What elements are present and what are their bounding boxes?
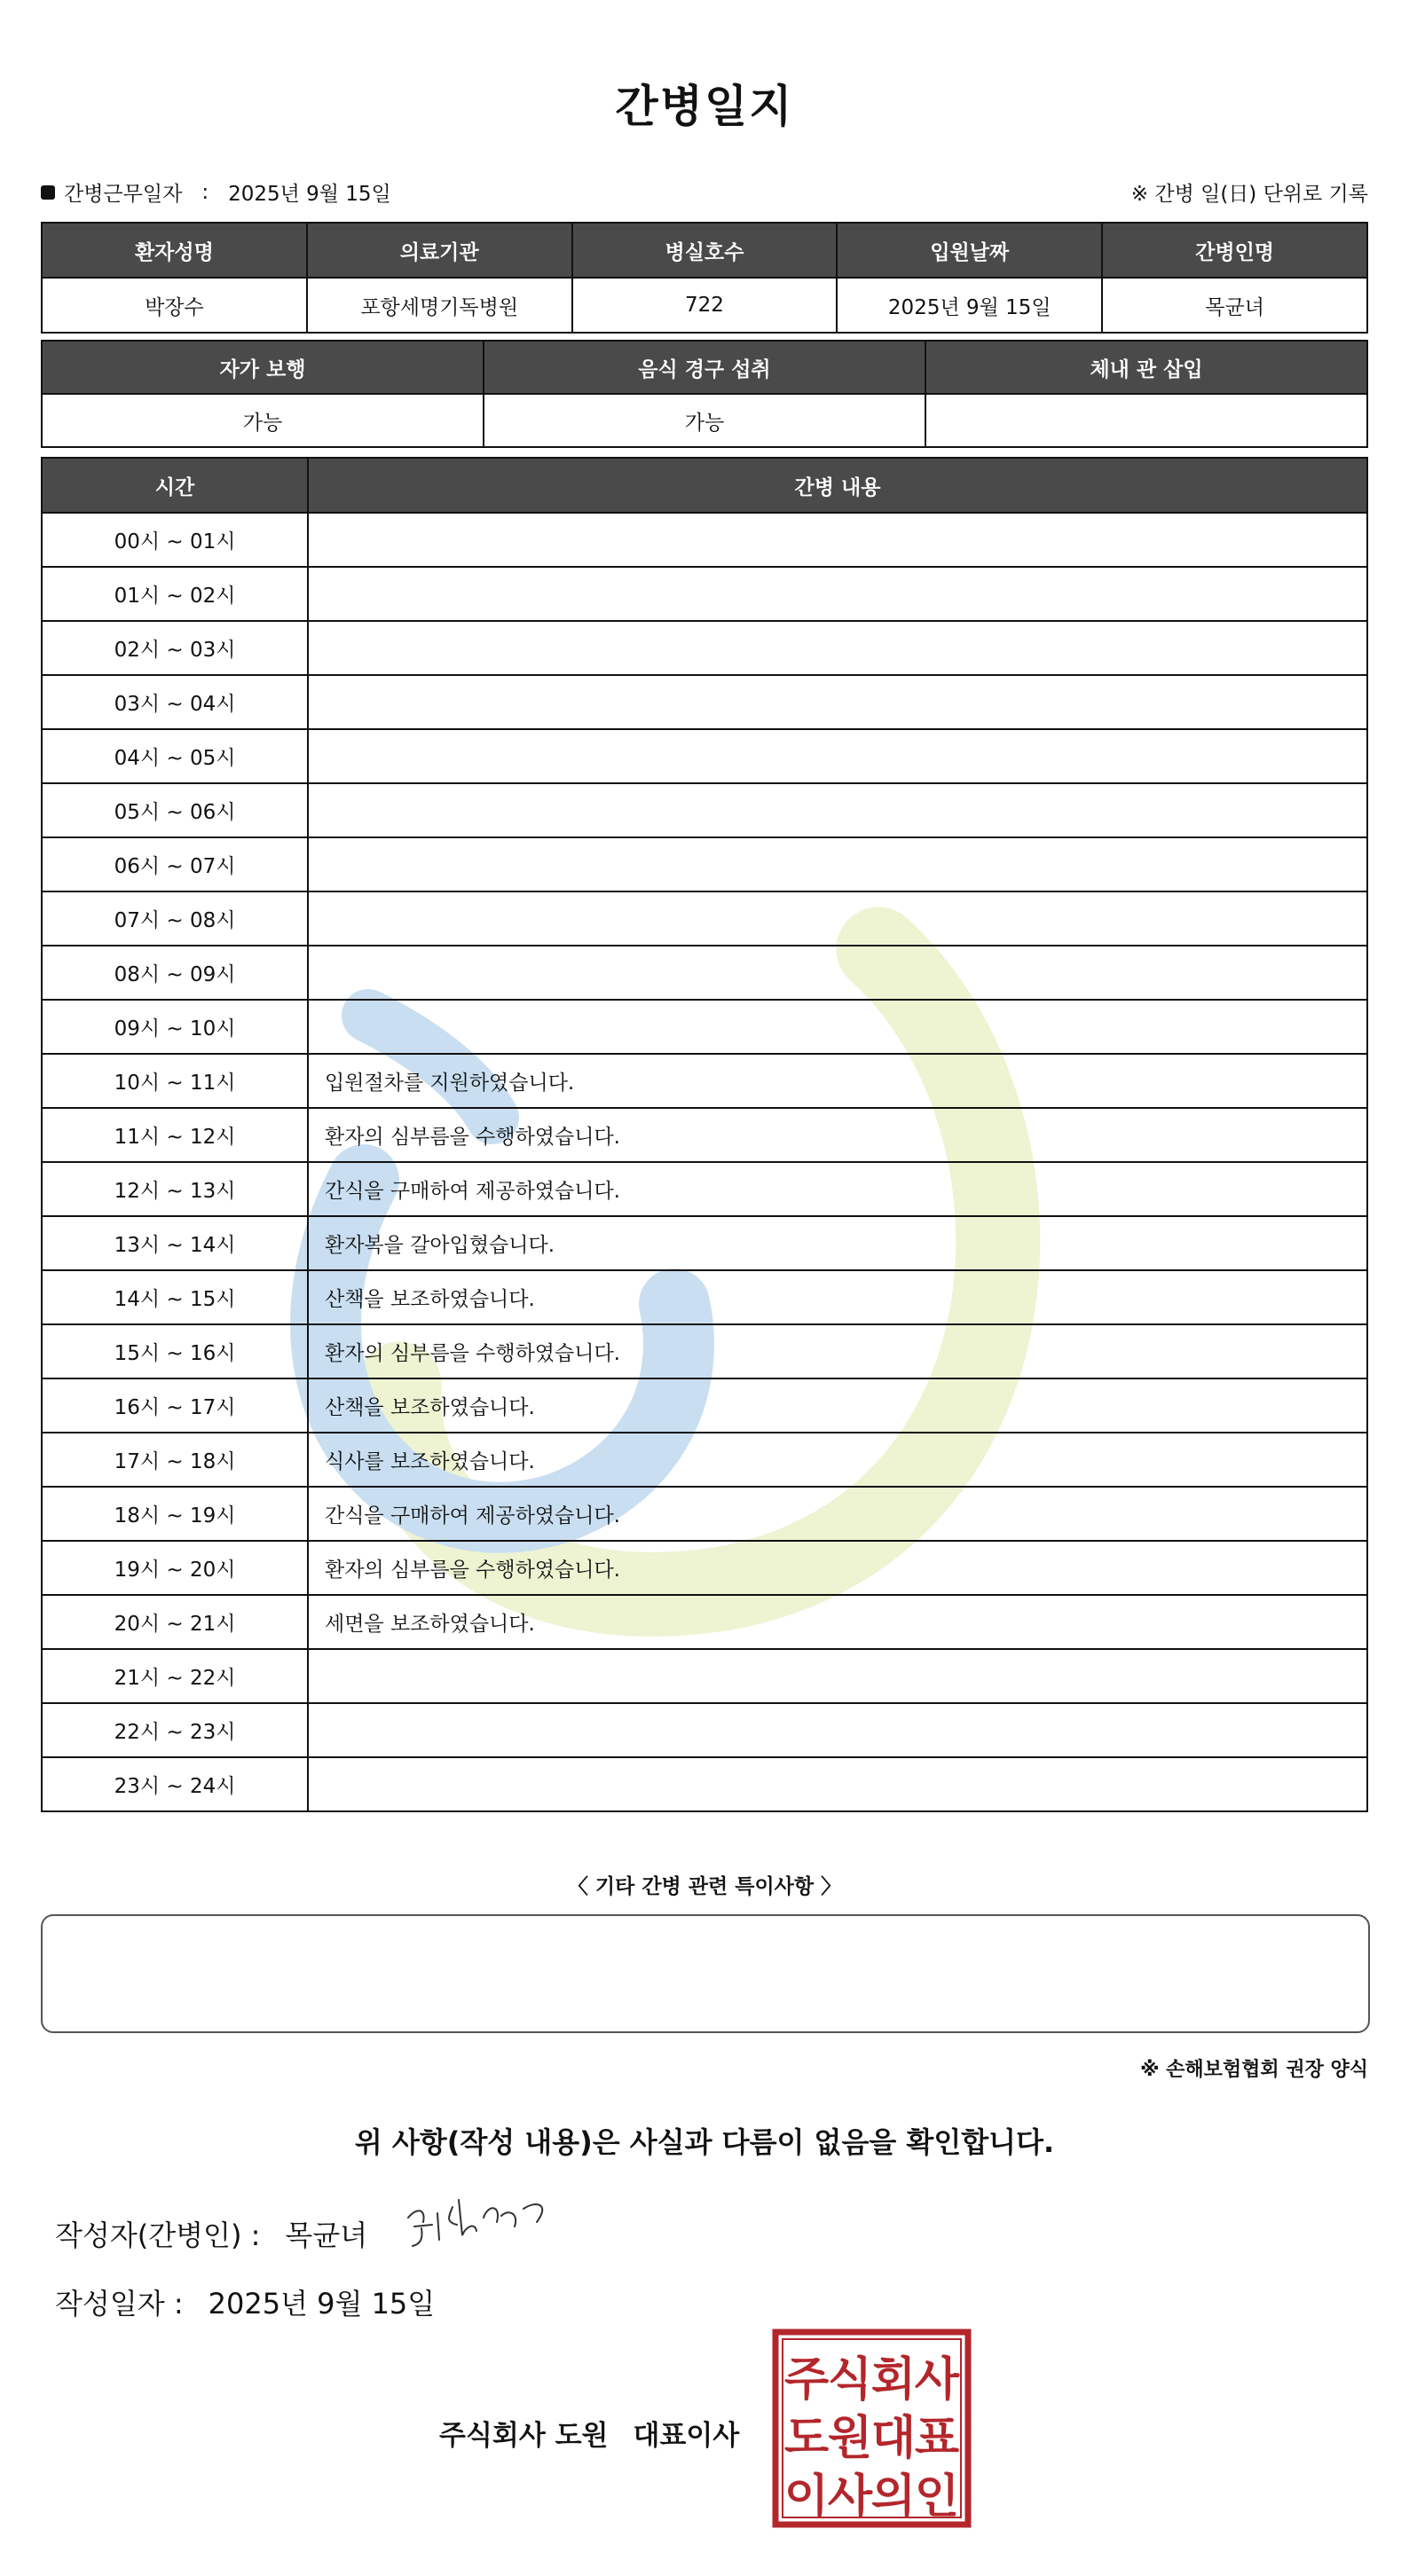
log-content: 간식을 구매하여 제공하였습니다.	[308, 1162, 1367, 1216]
log-time: 17시 ~ 18시	[42, 1433, 308, 1487]
log-time: 12시 ~ 13시	[42, 1162, 308, 1216]
care-log-row	[42, 1054, 1367, 1108]
writer-label: 작성자(간병인) :	[55, 2219, 261, 2252]
care-log-row	[42, 1324, 1367, 1378]
company-title: 대표이사	[633, 2420, 740, 2452]
log-content	[308, 675, 1367, 729]
care-log-row	[42, 1162, 1367, 1216]
care-log-row	[42, 1541, 1367, 1595]
log-time: 08시 ~ 09시	[42, 946, 308, 1000]
log-content: 산책을 보조하였습니다.	[308, 1270, 1367, 1324]
header-caregiver-name: 간병인명	[1102, 223, 1367, 278]
log-content	[308, 837, 1367, 891]
log-content: 산책을 보조하였습니다.	[308, 1378, 1367, 1433]
care-log-row	[42, 837, 1367, 891]
log-content	[308, 1649, 1367, 1703]
header-self-walking: 자가 보행	[42, 341, 484, 394]
hospital-name: 포항세명기독병원	[307, 278, 572, 333]
care-log-row	[42, 1216, 1367, 1270]
log-time: 18시 ~ 19시	[42, 1487, 308, 1541]
bullet-square-icon	[41, 185, 55, 200]
log-time: 16시 ~ 17시	[42, 1378, 308, 1433]
written-date-value: 2025년 9월 15일	[208, 2287, 436, 2321]
care-log-row	[42, 567, 1367, 621]
work-date	[41, 177, 391, 207]
log-time: 03시 ~ 04시	[42, 675, 308, 729]
status-value-row	[42, 394, 1367, 447]
unit-note: ※ 간병 일(日) 단위로 기록	[1130, 183, 1368, 206]
log-time: 07시 ~ 08시	[42, 891, 308, 946]
seal-character: 의	[870, 2470, 917, 2524]
seal-character: 표	[914, 2412, 960, 2465]
header-care-content: 간병 내용	[308, 458, 1367, 513]
log-time: 10시 ~ 11시	[42, 1054, 308, 1108]
log-time: 15시 ~ 16시	[42, 1324, 308, 1378]
log-content: 환자의 심부름을 수행하였습니다.	[308, 1324, 1367, 1378]
company-seal-stamp	[772, 2329, 972, 2528]
log-content	[308, 729, 1367, 783]
header-time: 시간	[42, 458, 308, 513]
log-time: 09시 ~ 10시	[42, 1000, 308, 1054]
company-name: 주식회사 도원	[439, 2420, 609, 2452]
patient-info-header-row	[42, 223, 1367, 278]
work-date-label: 간병근무일자	[64, 183, 183, 206]
log-content: 세면을 보조하였습니다.	[308, 1595, 1367, 1649]
header-room-number: 병실호수	[572, 223, 838, 278]
patient-name: 박장수	[42, 278, 307, 333]
patient-info-value-row	[42, 278, 1367, 333]
log-content: 간식을 구매하여 제공하였습니다.	[308, 1487, 1367, 1541]
log-time: 22시 ~ 23시	[42, 1703, 308, 1757]
writer-line	[55, 2213, 367, 2254]
log-time: 01시 ~ 02시	[42, 567, 308, 621]
care-log-row	[42, 675, 1367, 729]
log-content	[308, 1000, 1367, 1054]
log-content	[308, 513, 1367, 567]
log-content	[308, 891, 1367, 946]
seal-character: 도	[783, 2412, 830, 2465]
log-content	[308, 783, 1367, 837]
care-log-row	[42, 1703, 1367, 1757]
seal-character: 주	[783, 2353, 830, 2407]
care-log-row	[42, 1433, 1367, 1487]
care-log-table	[41, 457, 1368, 1812]
care-log-body	[42, 513, 1367, 1811]
log-time: 19시 ~ 20시	[42, 1541, 308, 1595]
log-content: 식사를 보조하였습니다.	[308, 1433, 1367, 1487]
care-log-row	[42, 1649, 1367, 1703]
header-admission-date: 입원날짜	[837, 223, 1102, 278]
care-log-row	[42, 783, 1367, 837]
log-content: 입원절차를 지원하였습니다.	[308, 1054, 1367, 1108]
log-time: 06시 ~ 07시	[42, 837, 308, 891]
care-log-row	[42, 1487, 1367, 1541]
care-log-row	[42, 1108, 1367, 1162]
log-time: 21시 ~ 22시	[42, 1649, 308, 1703]
log-content	[308, 621, 1367, 675]
care-log-row	[42, 513, 1367, 567]
care-log-header-row	[42, 458, 1367, 513]
work-date-value: 2025년 9월 15일	[228, 183, 391, 206]
log-content	[308, 946, 1367, 1000]
log-content: 환자복을 갈아입혔습니다.	[308, 1216, 1367, 1270]
seal-character: 대	[870, 2412, 917, 2465]
log-time: 13시 ~ 14시	[42, 1216, 308, 1270]
log-time: 14시 ~ 15시	[42, 1270, 308, 1324]
log-time: 23시 ~ 24시	[42, 1757, 308, 1811]
log-time: 00시 ~ 01시	[42, 513, 308, 567]
header-hospital: 의료기관	[307, 223, 572, 278]
caregiver-name: 목균녀	[1102, 278, 1367, 333]
care-log-row	[42, 1378, 1367, 1433]
handwritten-signature	[404, 2191, 555, 2253]
log-time: 04시 ~ 05시	[42, 729, 308, 783]
care-log-row	[42, 1270, 1367, 1324]
form-note: ※ 손해보험협회 권장 양식	[1140, 2059, 1368, 2081]
oral-intake-value: 가능	[484, 394, 925, 447]
care-log-row	[42, 729, 1367, 783]
care-log-row	[42, 1000, 1367, 1054]
tube-insertion-value	[925, 394, 1367, 447]
seal-character: 원	[827, 2412, 873, 2465]
care-log-row	[42, 1595, 1367, 1649]
log-time: 02시 ~ 03시	[42, 621, 308, 675]
seal-character: 인	[914, 2470, 960, 2524]
status-info-table	[41, 340, 1368, 448]
seal-character: 이	[783, 2470, 830, 2524]
care-log-row	[42, 946, 1367, 1000]
care-log-row	[42, 1757, 1367, 1811]
confirmation-statement: 위 사항(작성 내용)은 사실과 다름이 없음을 확인합니다.	[354, 2125, 1055, 2159]
seal-character: 사	[914, 2353, 960, 2407]
log-time: 20시 ~ 21시	[42, 1595, 308, 1649]
log-time: 11시 ~ 12시	[42, 1108, 308, 1162]
seal-character: 식	[827, 2353, 873, 2407]
seal-character: 회	[870, 2353, 917, 2407]
status-header-row	[42, 341, 1367, 394]
header-oral-intake: 음식 경구 섭취	[484, 341, 925, 394]
written-date-label: 작성일자 :	[55, 2287, 184, 2321]
log-content	[308, 567, 1367, 621]
care-log-row	[42, 621, 1367, 675]
header-tube-insertion: 체내 관 삽입	[925, 341, 1367, 394]
header-patient-name: 환자성명	[42, 223, 307, 278]
admission-date: 2025년 9월 15일	[837, 278, 1102, 333]
log-content	[308, 1703, 1367, 1757]
self-walking-value: 가능	[42, 394, 484, 447]
care-log-row	[42, 891, 1367, 946]
log-content	[308, 1757, 1367, 1811]
writer-name: 목균녀	[285, 2219, 368, 2252]
patient-info-table	[41, 222, 1368, 334]
seal-character: 사	[827, 2470, 873, 2524]
special-notes-box	[41, 1914, 1370, 2033]
work-date-separator: :	[201, 180, 209, 204]
room-number: 722	[572, 278, 838, 333]
log-content: 환자의 심부름을 수행하였습니다.	[308, 1108, 1367, 1162]
company-line	[439, 2413, 739, 2453]
log-time: 05시 ~ 06시	[42, 783, 308, 837]
log-content: 환자의 심부름을 수행하였습니다.	[308, 1541, 1367, 1595]
written-date-line	[55, 2281, 435, 2322]
special-notes-title: 〈 기타 간병 관련 특이사항 〉	[567, 1875, 842, 1898]
document-title: 간병일지	[615, 81, 794, 132]
